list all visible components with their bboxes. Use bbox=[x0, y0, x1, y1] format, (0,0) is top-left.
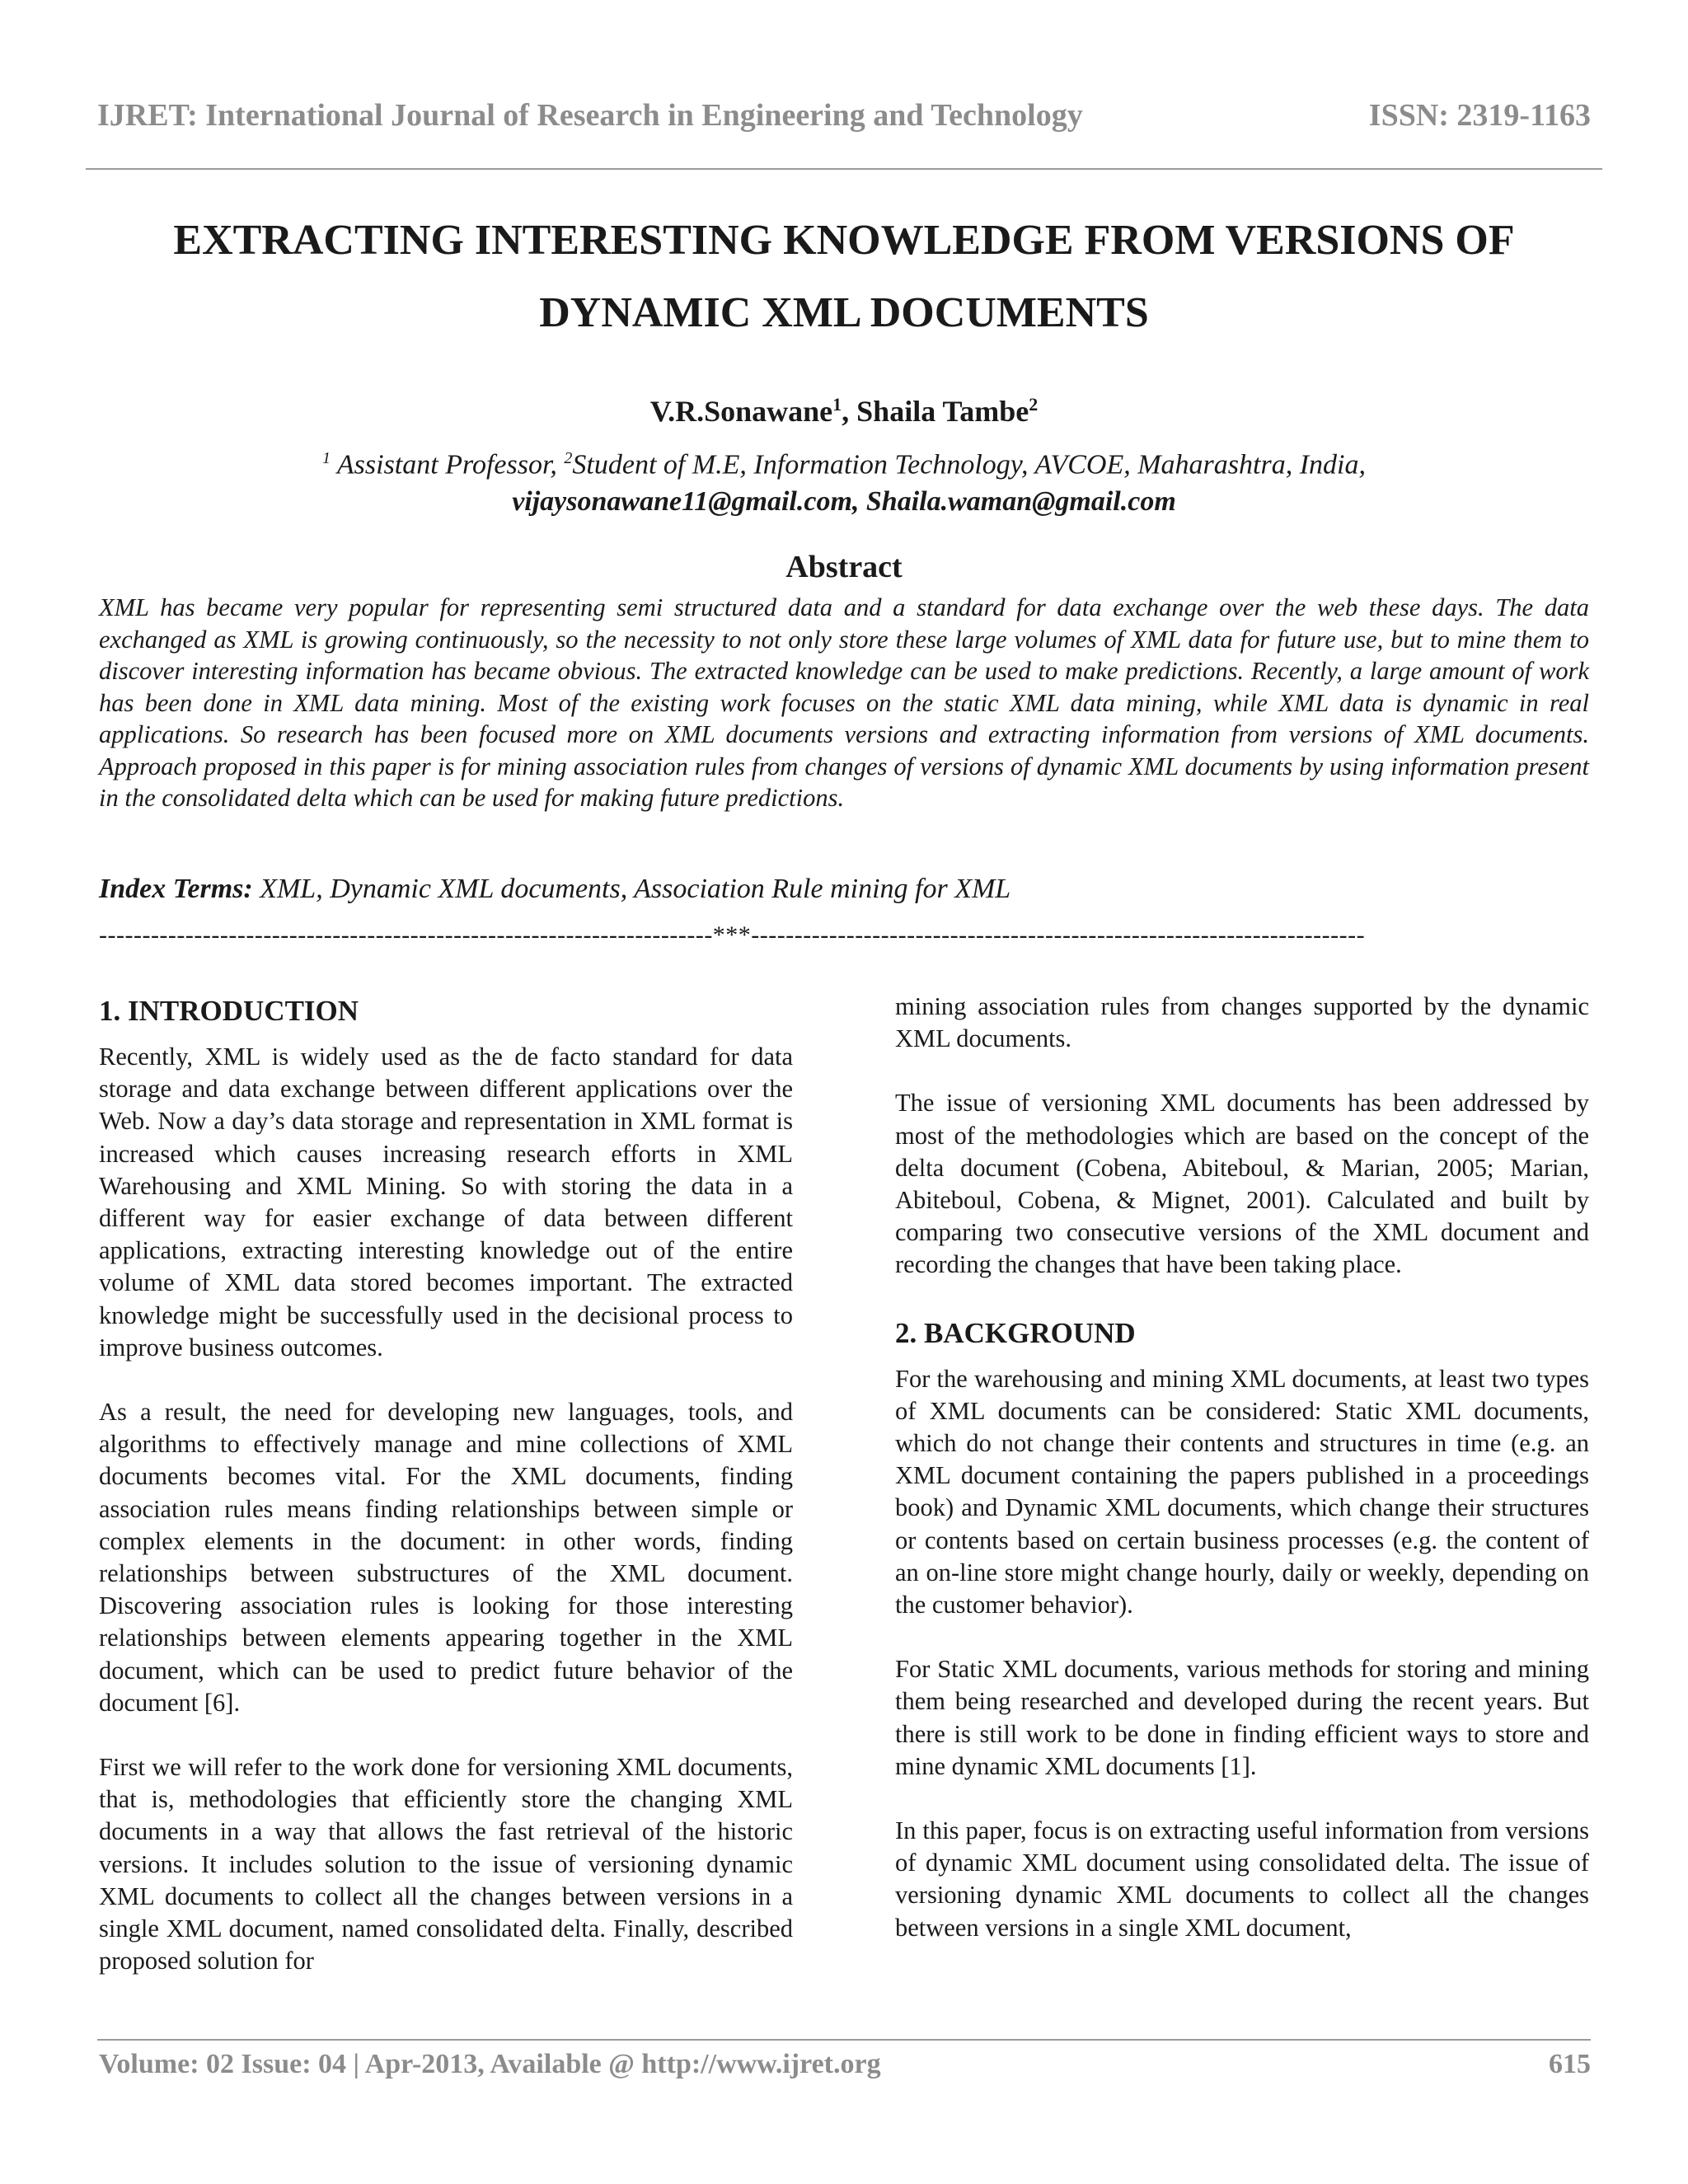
footer-rule bbox=[97, 2039, 1591, 2041]
author-2-superscript: 2 bbox=[1029, 394, 1039, 415]
index-terms-text: XML, Dynamic XML documents, Association Rule mining for XML bbox=[252, 874, 1011, 904]
introduction-paragraph-5: The issue of versioning XML documents has been addressed by most of the methodologies which are based on the concept of the delta document (Cobena, Abiteboul, & Marian, 2005; Marian, Abiteboul, Cobena, & Mignet, 2001). Calculated and built by comparing two consecutive versions of the XML document and recording the changes that have been taking place. bbox=[895, 1089, 1589, 1279]
paper-title-line-2: DYNAMIC XML DOCUMENTS bbox=[539, 289, 1149, 336]
affiliation-superscript-2: 2 bbox=[564, 449, 573, 467]
background-paragraph-1: For the warehousing and mining XML documents, at least two types of XML documents can be considered: Static XML documents, which do not change their contents and structures in time (e.g. an XML document containing the papers published in a proceedings book) and Dynamic XML documents, which change their structures or contents based on certain business processes (e.g. the content of an on-line store might change hourly, daily or weekly, depending on the customer behavior). bbox=[895, 1364, 1589, 1619]
background-paragraph-2: For Static XML documents, various methods for storing and mining them being researched and developed during the recent years. But there is still work to be done in finding efficient ways to store and mine dynamic XML documents [1]. bbox=[895, 1655, 1589, 1780]
section-divider: -----------------------------------------------------------------------***----------------------------------------------------------------------- bbox=[99, 921, 1366, 949]
abstract-heading: Abstract bbox=[785, 550, 903, 584]
affiliation-line bbox=[0, 449, 1688, 480]
background-heading: 2. BACKGROUND bbox=[895, 1316, 1136, 1349]
background-paragraph-3: In this paper, focus is on extracting useful information from versions of dynamic XML document using consolidated delta. The issue of versioning dynamic XML documents to collect all the changes between versions in a single XML document, bbox=[895, 1816, 1589, 1942]
right-column bbox=[895, 991, 1589, 1976]
author-1-superscript: 1 bbox=[832, 394, 842, 415]
affiliation-part-1: Assistant Professor, bbox=[331, 449, 565, 480]
issn-header: ISSN: 2319-1163 bbox=[1368, 98, 1591, 133]
index-terms bbox=[99, 874, 1010, 905]
affiliation-part-2: Student of M.E, Information Technology, AVCOE, Maharashtra, India, bbox=[572, 449, 1366, 480]
header-rule bbox=[86, 168, 1602, 170]
journal-header: IJRET: International Journal of Research in Engineering and Technology bbox=[97, 98, 1083, 133]
paper-title-line-1: EXTRACTING INTERESTING KNOWLEDGE FROM VERSIONS OF bbox=[173, 217, 1515, 264]
abstract-text: XML has became very popular for representing semi structured data and a standard for data exchange over the web these days. The data exchanged as XML is growing continuously, so the necessity to not only store these large volumes of XML data for future use, but to mine them to discover interesting information has became obvious. The extracted knowledge can be used to make predictions. Recently, a large amount of work has been done in XML data mining. Most of the existing work focuses on the static XML data mining, while XML data is dynamic in real applications. So research has been focused more on XML documents versions and extracting information from versions of XML documents. Approach proposed in this paper is for mining association rules from changes of versions of dynamic XML documents by using information present in the consolidated delta which can be used for making future predictions. bbox=[99, 593, 1589, 812]
author-1: V.R.Sonawane bbox=[649, 395, 833, 428]
introduction-paragraph-1: Recently, XML is widely used as the de facto standard for data storage and data exchange between different applications over the Web. Now a day’s data storage and representation in XML format is increased which causes increasing research efforts in XML Warehousing and XML Mining. So with storing the data in a different way for easier exchange of data between different applications, extracting interesting knowledge out of the entire volume of XML data stored becomes important. The extracted knowledge might be successfully used in the decisional process to improve business outcomes. bbox=[99, 1043, 793, 1361]
introduction-paragraph-2: As a result, the need for developing new languages, tools, and algorithms to effectively manage and mine collections of XML documents becomes vital. For the XML documents, finding association rules means finding relationships between simple or complex elements in the document: in other words, finding relationships between substructures of the XML document. Discovering association rules is looking for those interesting relationships between elements appearing together in the XML document, which can be used to predict future behavior of the document [6]. bbox=[99, 1398, 793, 1717]
index-terms-label: Index Terms: bbox=[99, 874, 253, 904]
author-separator: , bbox=[842, 395, 857, 428]
author-emails[interactable]: vijaysonawane11@gmail.com, Shaila.waman@gmail.com bbox=[512, 486, 1176, 517]
page-number: 615 bbox=[1549, 2049, 1591, 2079]
affiliation-superscript-1: 1 bbox=[322, 449, 331, 467]
introduction-heading: 1. INTRODUCTION bbox=[99, 995, 359, 1027]
author-line bbox=[0, 394, 1688, 429]
introduction-paragraph-3: First we will refer to the work done for versioning XML documents, that is, methodologies that efficiently store the changing XML documents in a way that allows the fast retrieval of the historic versions. It includes solution to the issue of versioning dynamic XML documents to collect all the changes between versions in a single XML document, named consolidated delta. Finally, described proposed solution for bbox=[99, 1753, 793, 1975]
introduction-paragraph-4: mining association rules from changes supported by the dynamic XML documents. bbox=[895, 992, 1589, 1053]
left-column bbox=[99, 991, 793, 2009]
footer-volume: Volume: 02 Issue: 04 | Apr-2013, Available @ http://www.ijret.org bbox=[99, 2049, 881, 2079]
author-2: Shaila Tambe bbox=[856, 395, 1029, 428]
